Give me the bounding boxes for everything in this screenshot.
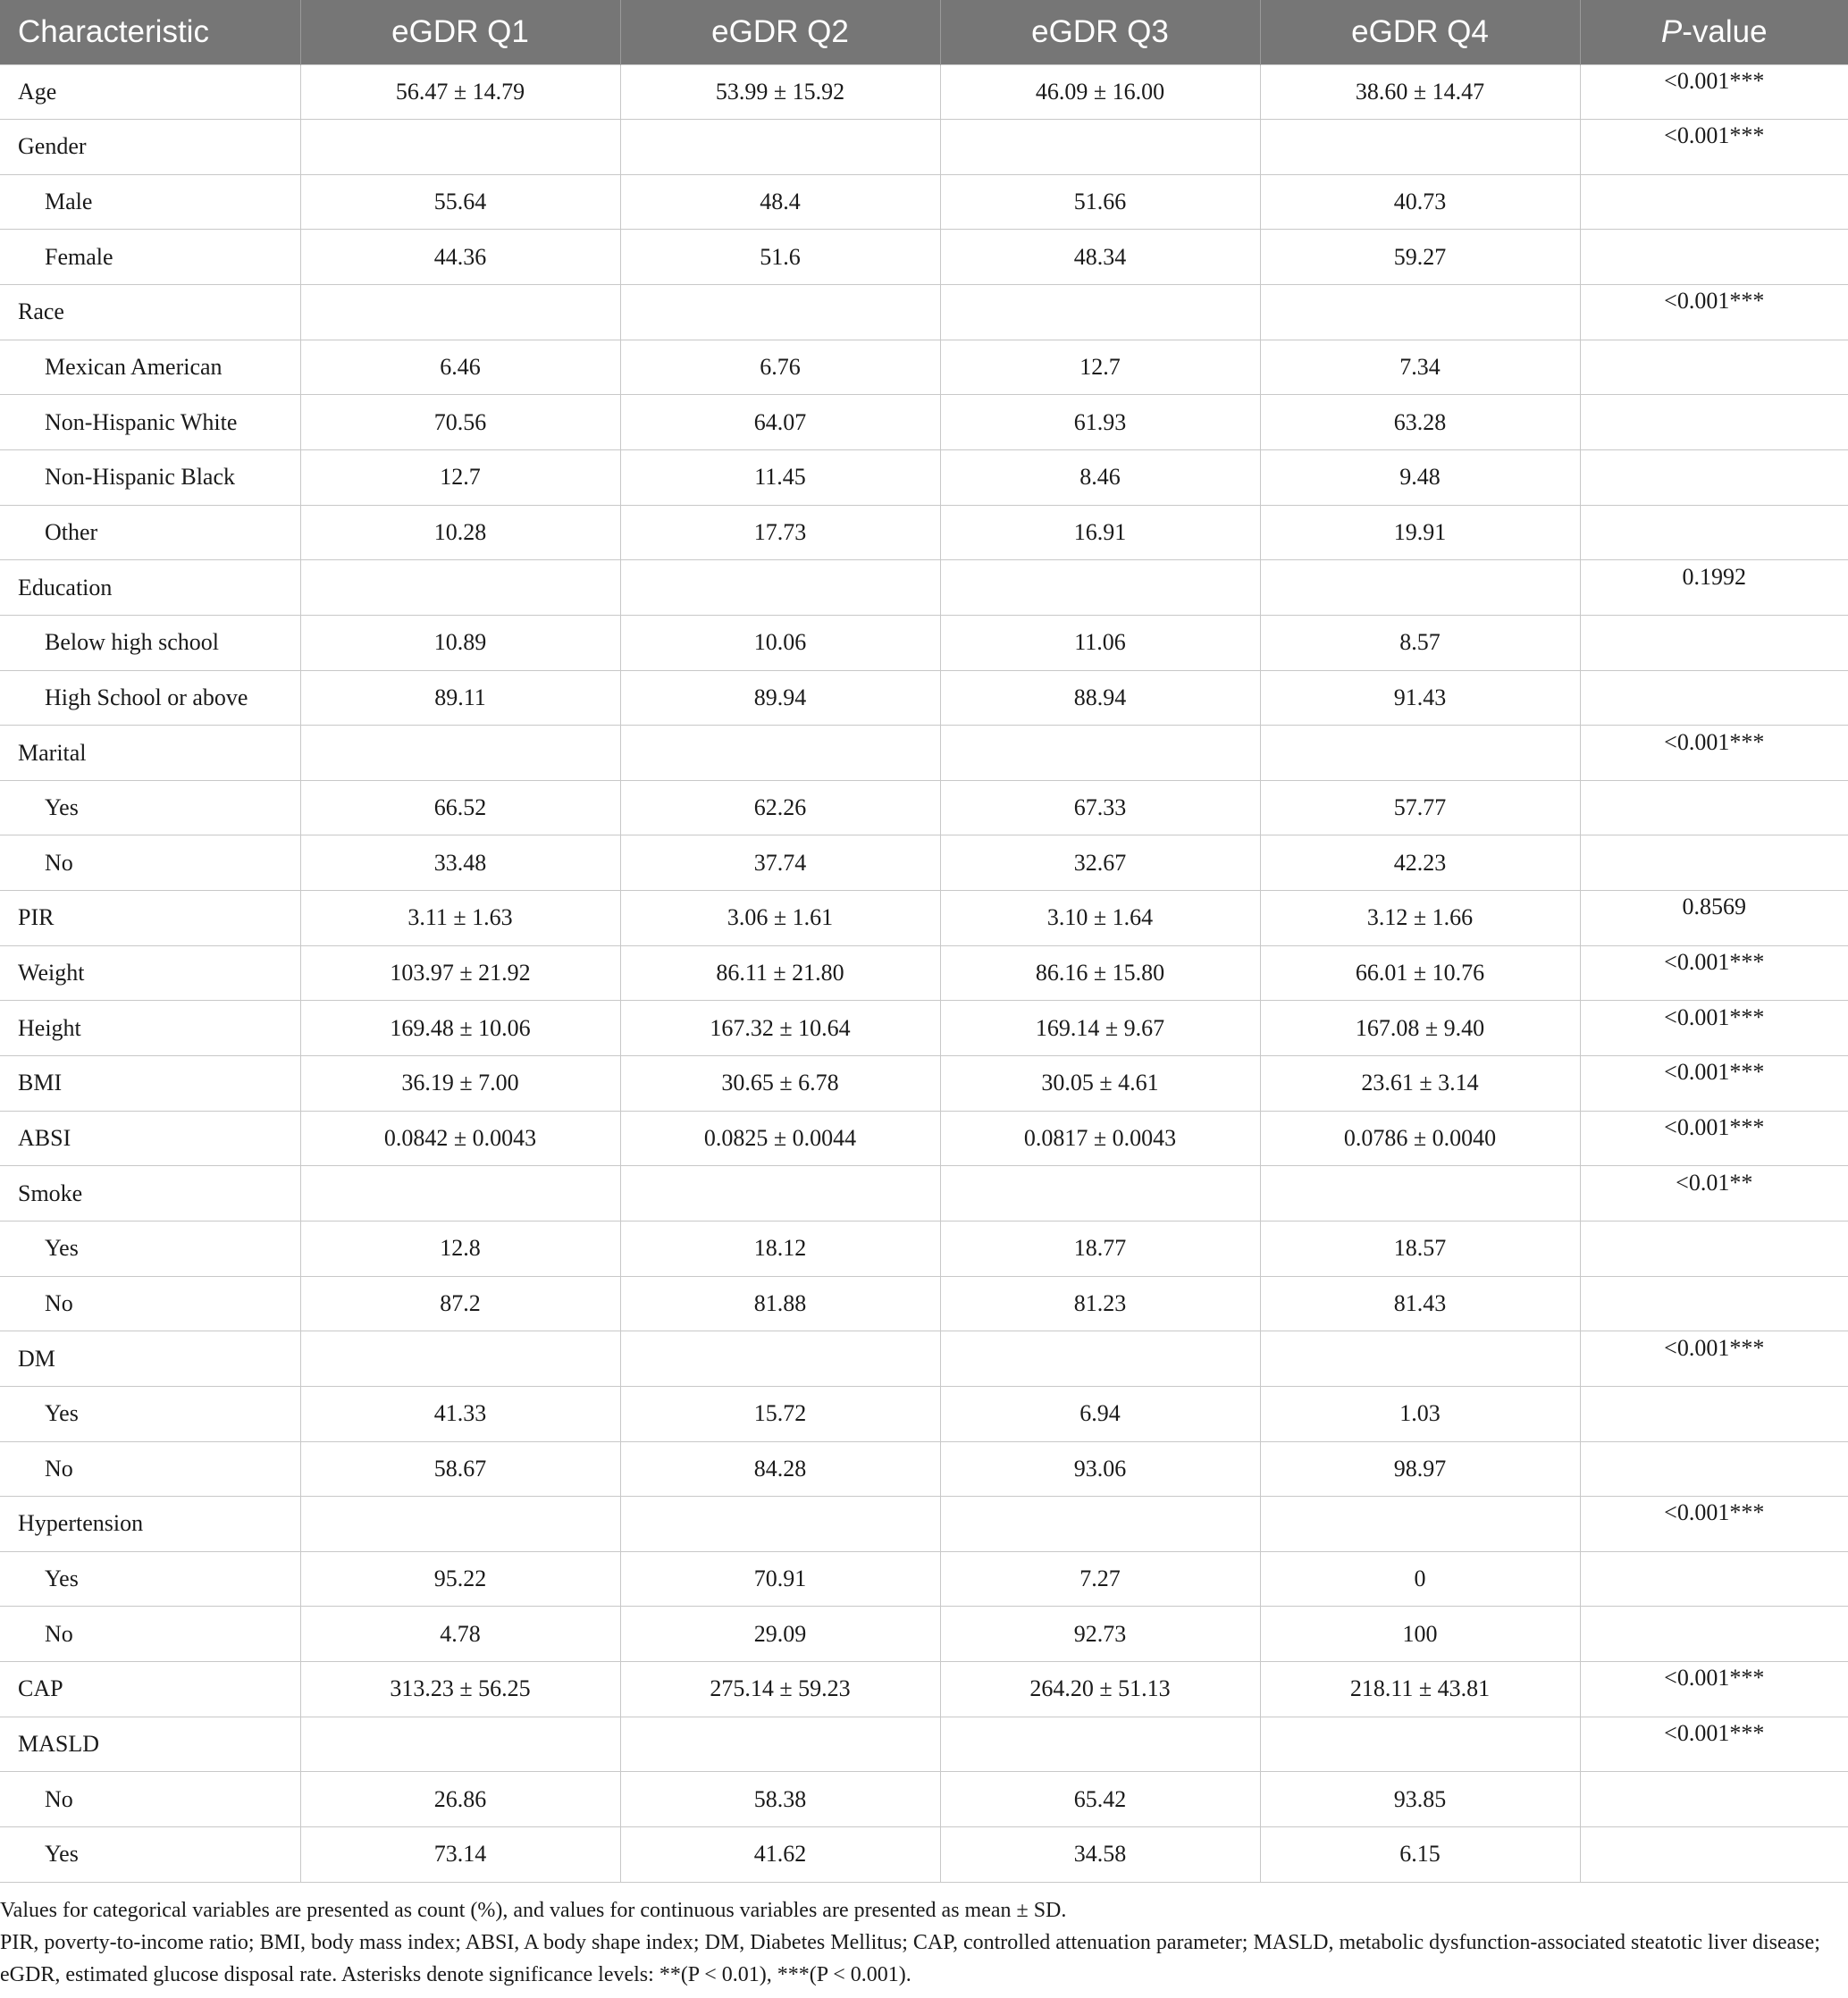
cell-egdr-q4: 66.01 ± 10.76 (1260, 945, 1580, 1001)
cell-egdr-q1: 103.97 ± 21.92 (300, 945, 620, 1001)
row-label: ABSI (0, 1111, 300, 1166)
cell-egdr-q1: 73.14 (300, 1827, 620, 1883)
cell-egdr-q2: 51.6 (620, 230, 940, 285)
cell-egdr-q1 (300, 726, 620, 781)
cell-egdr-q2: 84.28 (620, 1441, 940, 1497)
header-p-letter: P (1660, 13, 1683, 49)
cell-egdr-q2 (620, 1166, 940, 1221)
cell-egdr-q1: 6.46 (300, 340, 620, 395)
cell-p-value (1580, 505, 1848, 560)
cell-egdr-q3: 3.10 ± 1.64 (940, 891, 1260, 946)
cell-egdr-q3: 16.91 (940, 505, 1260, 560)
cell-egdr-q3: 81.23 (940, 1276, 1260, 1331)
table-row (0, 285, 1848, 340)
cell-egdr-q2: 167.32 ± 10.64 (620, 1001, 940, 1056)
table-row (0, 1717, 1848, 1772)
cell-egdr-q1 (300, 1497, 620, 1552)
row-label: No (0, 1772, 300, 1827)
table-row (0, 1056, 1848, 1112)
cell-p-value (1580, 780, 1848, 835)
cell-egdr-q3: 8.46 (940, 449, 1260, 505)
cell-egdr-q1: 4.78 (300, 1607, 620, 1662)
cell-egdr-q1 (300, 1331, 620, 1387)
cell-egdr-q4 (1260, 1497, 1580, 1552)
cell-egdr-q3: 67.33 (940, 780, 1260, 835)
row-label: MASLD (0, 1717, 300, 1772)
cell-egdr-q4: 23.61 ± 3.14 (1260, 1056, 1580, 1112)
cell-egdr-q2: 11.45 (620, 449, 940, 505)
row-label: Smoke (0, 1166, 300, 1221)
table-row (0, 891, 1848, 946)
p-value-text: <0.001*** (1664, 122, 1765, 149)
row-label: Non-Hispanic Black (0, 449, 300, 505)
table-row (0, 1276, 1848, 1331)
cell-egdr-q1: 169.48 ± 10.06 (300, 1001, 620, 1056)
cell-egdr-q4: 40.73 (1260, 174, 1580, 230)
p-value-text: <0.001*** (1664, 1665, 1765, 1692)
cell-egdr-q1: 87.2 (300, 1276, 620, 1331)
cell-egdr-q2 (620, 1717, 940, 1772)
cell-egdr-q4: 59.27 (1260, 230, 1580, 285)
cell-egdr-q1: 313.23 ± 56.25 (300, 1662, 620, 1717)
header-egdr-q3: eGDR Q3 (940, 0, 1260, 64)
cell-p-value (1580, 945, 1848, 1001)
cell-p-value (1580, 1056, 1848, 1112)
cell-egdr-q3: 0.0817 ± 0.0043 (940, 1111, 1260, 1166)
cell-egdr-q3 (940, 1166, 1260, 1221)
cell-egdr-q2: 81.88 (620, 1276, 940, 1331)
p-value-text: <0.001*** (1664, 949, 1765, 976)
cell-egdr-q4: 81.43 (1260, 1276, 1580, 1331)
p-value-text: <0.001*** (1664, 1113, 1765, 1140)
table-row (0, 120, 1848, 175)
cell-egdr-q3: 7.27 (940, 1551, 1260, 1607)
cell-p-value (1580, 64, 1848, 120)
p-value-text: <0.01** (1676, 1169, 1753, 1196)
cell-p-value (1580, 1827, 1848, 1883)
row-label: DM (0, 1331, 300, 1387)
table-row (0, 1607, 1848, 1662)
cell-egdr-q2: 10.06 (620, 615, 940, 670)
cell-egdr-q4: 91.43 (1260, 670, 1580, 726)
cell-p-value (1580, 1607, 1848, 1662)
row-label: Mexican American (0, 340, 300, 395)
cell-egdr-q4 (1260, 560, 1580, 616)
cell-p-value (1580, 1772, 1848, 1827)
cell-egdr-q1: 55.64 (300, 174, 620, 230)
cell-egdr-q2: 41.62 (620, 1827, 940, 1883)
cell-p-value (1580, 230, 1848, 285)
cell-egdr-q3: 18.77 (940, 1221, 1260, 1276)
header-p-suffix: -value (1682, 13, 1768, 49)
cell-egdr-q3 (940, 285, 1260, 340)
cell-egdr-q1: 95.22 (300, 1551, 620, 1607)
cell-egdr-q2: 0.0825 ± 0.0044 (620, 1111, 940, 1166)
cell-egdr-q1: 26.86 (300, 1772, 620, 1827)
cell-p-value (1580, 1276, 1848, 1331)
p-value-text: <0.001*** (1664, 1334, 1765, 1361)
cell-egdr-q1: 56.47 ± 14.79 (300, 64, 620, 120)
table-row (0, 1331, 1848, 1387)
table-row (0, 615, 1848, 670)
cell-egdr-q2: 18.12 (620, 1221, 940, 1276)
row-label: Yes (0, 780, 300, 835)
cell-egdr-q1: 12.8 (300, 1221, 620, 1276)
table-row (0, 1221, 1848, 1276)
row-label: CAP (0, 1662, 300, 1717)
cell-egdr-q3: 51.66 (940, 174, 1260, 230)
p-value-text: <0.001*** (1664, 1499, 1765, 1526)
cell-egdr-q1: 33.48 (300, 835, 620, 891)
table-row (0, 1111, 1848, 1166)
cell-egdr-q3: 48.34 (940, 230, 1260, 285)
cell-egdr-q2: 17.73 (620, 505, 940, 560)
cell-egdr-q2: 86.11 ± 21.80 (620, 945, 940, 1001)
cell-egdr-q1: 0.0842 ± 0.0043 (300, 1111, 620, 1166)
cell-egdr-q3: 264.20 ± 51.13 (940, 1662, 1260, 1717)
table-row (0, 230, 1848, 285)
cell-egdr-q1 (300, 120, 620, 175)
row-label: No (0, 1276, 300, 1331)
row-label: Marital (0, 726, 300, 781)
row-label: Other (0, 505, 300, 560)
cell-egdr-q3: 92.73 (940, 1607, 1260, 1662)
table-row (0, 1497, 1848, 1552)
cell-egdr-q2: 3.06 ± 1.61 (620, 891, 940, 946)
table-row (0, 340, 1848, 395)
table-row (0, 1441, 1848, 1497)
cell-egdr-q1: 36.19 ± 7.00 (300, 1056, 620, 1112)
cell-egdr-q2: 64.07 (620, 395, 940, 450)
table-row (0, 1551, 1848, 1607)
cell-egdr-q4: 100 (1260, 1607, 1580, 1662)
cell-egdr-q3: 93.06 (940, 1441, 1260, 1497)
header-egdr-q1: eGDR Q1 (300, 0, 620, 64)
cell-egdr-q4: 167.08 ± 9.40 (1260, 1001, 1580, 1056)
cell-p-value (1580, 1111, 1848, 1166)
cell-egdr-q3: 30.05 ± 4.61 (940, 1056, 1260, 1112)
cell-egdr-q4: 9.48 (1260, 449, 1580, 505)
cell-p-value (1580, 340, 1848, 395)
header-row (0, 0, 1848, 64)
row-label: Age (0, 64, 300, 120)
row-label: Male (0, 174, 300, 230)
cell-p-value (1580, 449, 1848, 505)
cell-egdr-q3: 12.7 (940, 340, 1260, 395)
cell-egdr-q3 (940, 120, 1260, 175)
cell-egdr-q4 (1260, 1717, 1580, 1772)
cell-egdr-q1: 10.28 (300, 505, 620, 560)
footnote-line-1: Values for categorical variables are presented as count (%), and values for continuous variables are presented as mean ± SD. (0, 1899, 1067, 1922)
cell-egdr-q2 (620, 560, 940, 616)
cell-egdr-q2: 62.26 (620, 780, 940, 835)
cell-egdr-q4: 0 (1260, 1551, 1580, 1607)
cell-egdr-q3: 88.94 (940, 670, 1260, 726)
cell-egdr-q4: 18.57 (1260, 1221, 1580, 1276)
cell-p-value (1580, 560, 1848, 616)
row-label: Non-Hispanic White (0, 395, 300, 450)
row-label: Yes (0, 1827, 300, 1883)
cell-p-value (1580, 726, 1848, 781)
header-egdr-q2: eGDR Q2 (620, 0, 940, 64)
table-row (0, 1001, 1848, 1056)
cell-p-value (1580, 1441, 1848, 1497)
row-label: Female (0, 230, 300, 285)
cell-p-value (1580, 1551, 1848, 1607)
table-row (0, 1827, 1848, 1883)
cell-egdr-q1: 12.7 (300, 449, 620, 505)
p-value-text: 0.8569 (1682, 894, 1746, 920)
row-label: Yes (0, 1386, 300, 1441)
cell-p-value (1580, 1331, 1848, 1387)
cell-egdr-q3: 11.06 (940, 615, 1260, 670)
row-label: Below high school (0, 615, 300, 670)
row-label: High School or above (0, 670, 300, 726)
cell-egdr-q4: 1.03 (1260, 1386, 1580, 1441)
cell-egdr-q1 (300, 1166, 620, 1221)
cell-egdr-q4: 8.57 (1260, 615, 1580, 670)
cell-egdr-q4: 57.77 (1260, 780, 1580, 835)
cell-p-value (1580, 835, 1848, 891)
row-label: Hypertension (0, 1497, 300, 1552)
footnote-line-2: PIR, poverty-to-income ratio; BMI, body mass index; ABSI, A body shape index; DM, Diabetes Mellitus; CAP, controlled attenuation parameter; MASLD, metabolic dysfunction-associated steatotic liver disease; eGDR, estimated glucose disposal rate. Asterisks denote significance levels: **(P < 0.01), ***(P < 0.001). (0, 1931, 1820, 1986)
table-row (0, 726, 1848, 781)
cell-egdr-q2 (620, 120, 940, 175)
table-row (0, 945, 1848, 1001)
cell-egdr-q4: 6.15 (1260, 1827, 1580, 1883)
row-label: PIR (0, 891, 300, 946)
cell-p-value (1580, 285, 1848, 340)
table-row (0, 1662, 1848, 1717)
cell-egdr-q4: 38.60 ± 14.47 (1260, 64, 1580, 120)
cell-egdr-q4 (1260, 726, 1580, 781)
cell-egdr-q2: 70.91 (620, 1551, 940, 1607)
cell-egdr-q3 (940, 1497, 1260, 1552)
cell-egdr-q4 (1260, 120, 1580, 175)
row-label: Weight (0, 945, 300, 1001)
cell-egdr-q3: 169.14 ± 9.67 (940, 1001, 1260, 1056)
cell-egdr-q1: 3.11 ± 1.63 (300, 891, 620, 946)
row-label: No (0, 835, 300, 891)
row-label: Gender (0, 120, 300, 175)
cell-egdr-q4: 42.23 (1260, 835, 1580, 891)
table-row (0, 670, 1848, 726)
cell-egdr-q1: 10.89 (300, 615, 620, 670)
row-label: Yes (0, 1551, 300, 1607)
cell-p-value (1580, 395, 1848, 450)
table-body (0, 64, 1848, 1882)
cell-p-value (1580, 615, 1848, 670)
cell-egdr-q4: 63.28 (1260, 395, 1580, 450)
cell-egdr-q2: 89.94 (620, 670, 940, 726)
cell-p-value (1580, 891, 1848, 946)
cell-egdr-q4: 3.12 ± 1.66 (1260, 891, 1580, 946)
table-row (0, 395, 1848, 450)
table-footnote (0, 1894, 1841, 1991)
cell-egdr-q1: 89.11 (300, 670, 620, 726)
cell-egdr-q2: 48.4 (620, 174, 940, 230)
cell-egdr-q3: 34.58 (940, 1827, 1260, 1883)
table-row (0, 1772, 1848, 1827)
table-row (0, 449, 1848, 505)
cell-egdr-q1: 58.67 (300, 1441, 620, 1497)
cell-egdr-q3: 86.16 ± 15.80 (940, 945, 1260, 1001)
cell-egdr-q3: 6.94 (940, 1386, 1260, 1441)
cell-egdr-q2 (620, 726, 940, 781)
cell-p-value (1580, 1662, 1848, 1717)
p-value-text: <0.001*** (1664, 1059, 1765, 1086)
row-label: Race (0, 285, 300, 340)
cell-egdr-q2 (620, 1331, 940, 1387)
p-value-text: <0.001*** (1664, 1003, 1765, 1030)
cell-egdr-q4: 218.11 ± 43.81 (1260, 1662, 1580, 1717)
cell-egdr-q2: 53.99 ± 15.92 (620, 64, 940, 120)
cell-egdr-q2 (620, 1497, 940, 1552)
cell-p-value (1580, 1166, 1848, 1221)
cell-p-value (1580, 120, 1848, 175)
cell-egdr-q2: 37.74 (620, 835, 940, 891)
cell-egdr-q2: 58.38 (620, 1772, 940, 1827)
cell-p-value (1580, 1221, 1848, 1276)
cell-egdr-q4: 19.91 (1260, 505, 1580, 560)
cell-egdr-q3: 46.09 ± 16.00 (940, 64, 1260, 120)
cell-egdr-q2 (620, 285, 940, 340)
cell-egdr-q4: 98.97 (1260, 1441, 1580, 1497)
cell-egdr-q1 (300, 560, 620, 616)
cell-egdr-q1 (300, 285, 620, 340)
p-value-text: <0.001*** (1664, 1720, 1765, 1747)
table-row (0, 1386, 1848, 1441)
cell-p-value (1580, 1717, 1848, 1772)
cell-egdr-q2: 275.14 ± 59.23 (620, 1662, 940, 1717)
table-row (0, 174, 1848, 230)
cell-egdr-q3 (940, 1331, 1260, 1387)
header-egdr-q4: eGDR Q4 (1260, 0, 1580, 64)
cell-egdr-q3: 65.42 (940, 1772, 1260, 1827)
cell-egdr-q2: 30.65 ± 6.78 (620, 1056, 940, 1112)
cell-egdr-q2: 29.09 (620, 1607, 940, 1662)
table-row (0, 560, 1848, 616)
cell-p-value (1580, 174, 1848, 230)
row-label: Education (0, 560, 300, 616)
row-label: No (0, 1441, 300, 1497)
table-row (0, 505, 1848, 560)
cell-p-value (1580, 1386, 1848, 1441)
header-p-value (1580, 0, 1848, 64)
cell-egdr-q1: 66.52 (300, 780, 620, 835)
cell-egdr-q1: 41.33 (300, 1386, 620, 1441)
cell-egdr-q4: 0.0786 ± 0.0040 (1260, 1111, 1580, 1166)
cell-egdr-q1: 70.56 (300, 395, 620, 450)
cell-egdr-q1 (300, 1717, 620, 1772)
cell-egdr-q3 (940, 1717, 1260, 1772)
row-label: Yes (0, 1221, 300, 1276)
table-row (0, 64, 1848, 120)
p-value-text: <0.001*** (1664, 67, 1765, 94)
cell-egdr-q3 (940, 726, 1260, 781)
cell-egdr-q4 (1260, 1166, 1580, 1221)
p-value-text: <0.001*** (1664, 728, 1765, 755)
cell-egdr-q2: 6.76 (620, 340, 940, 395)
cell-egdr-q3: 61.93 (940, 395, 1260, 450)
cell-p-value (1580, 1497, 1848, 1552)
cell-p-value (1580, 670, 1848, 726)
cell-egdr-q2: 15.72 (620, 1386, 940, 1441)
cell-egdr-q3: 32.67 (940, 835, 1260, 891)
table-row (0, 780, 1848, 835)
row-label: Height (0, 1001, 300, 1056)
row-label: No (0, 1607, 300, 1662)
p-value-text: 0.1992 (1682, 563, 1746, 590)
cell-egdr-q4: 7.34 (1260, 340, 1580, 395)
cell-egdr-q4: 93.85 (1260, 1772, 1580, 1827)
row-label: BMI (0, 1056, 300, 1112)
cell-egdr-q1: 44.36 (300, 230, 620, 285)
p-value-text: <0.001*** (1664, 288, 1765, 315)
table-row (0, 1166, 1848, 1221)
cell-egdr-q4 (1260, 285, 1580, 340)
header-characteristic: Characteristic (18, 13, 209, 49)
cell-p-value (1580, 1001, 1848, 1056)
table-row (0, 835, 1848, 891)
cell-egdr-q4 (1260, 1331, 1580, 1387)
cell-egdr-q3 (940, 560, 1260, 616)
